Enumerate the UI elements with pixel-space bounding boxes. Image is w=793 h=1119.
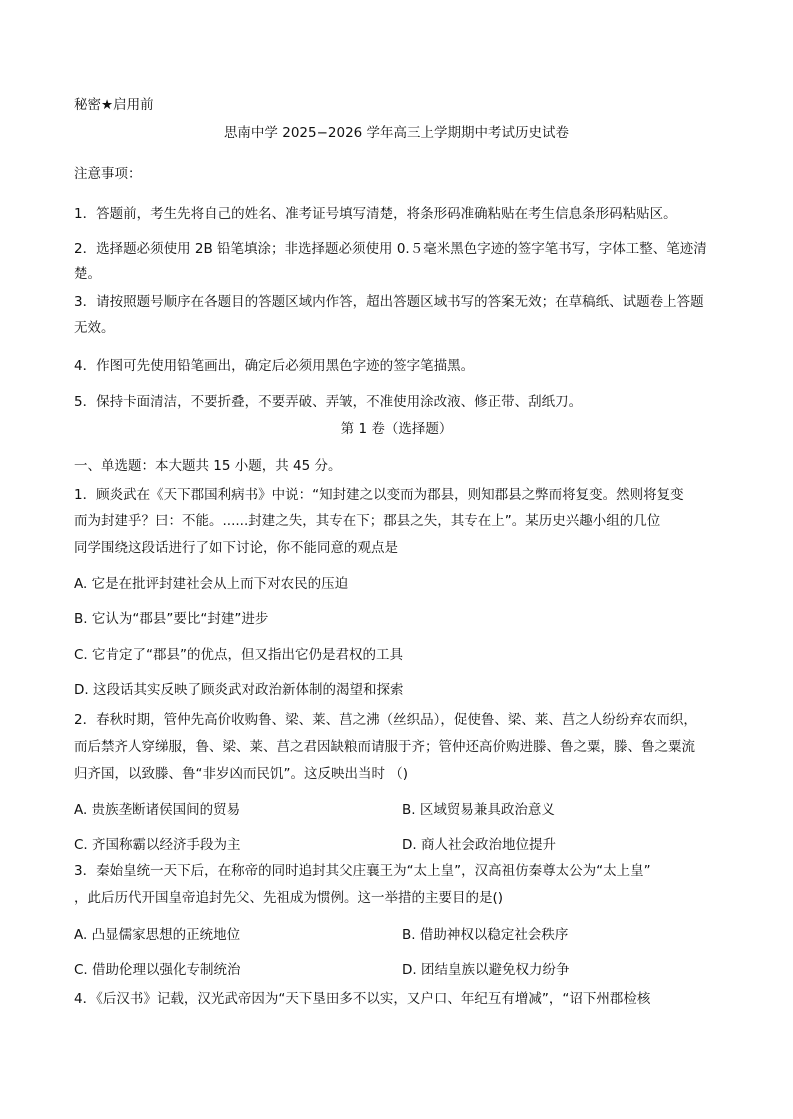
question-3-option-b: B. 借助神权以稳定社会秩序 bbox=[402, 927, 569, 943]
confidential-mark: 秘密★启用前 bbox=[74, 97, 154, 113]
question-2-option-c: C. 齐国称霸以经济手段为主 bbox=[74, 837, 241, 853]
question-1-line-3: 同学围绕这段话进行了如下讨论，你不能同意的观点是 bbox=[74, 540, 398, 556]
question-3-option-d: D. 团结皇族以避免权力纷争 bbox=[402, 962, 570, 978]
notice-item-3: 3．请按照题号顺序在各题目的答题区域内作答，超出答题区域书写的答案无效；在草稿纸、试题卷上答题 bbox=[74, 294, 704, 310]
exam-title: 思南中学 2025−2026 学年高三上学期期中考试历史试卷 bbox=[223, 125, 570, 141]
notice-item-5: 5．保持卡面清洁，不要折叠，不要弄破、弄皱，不准使用涂改液、修正带、刮纸刀。 bbox=[74, 394, 583, 410]
question-2-option-a: A. 贵族垄断诸侯国间的贸易 bbox=[74, 802, 241, 818]
question-1-option-c: C. 它肯定了“郡县”的优点，但又指出它仍是君权的工具 bbox=[74, 647, 403, 663]
question-4-line-1: 4．《后汉书》记载，汉光武帝因为“天下垦田多不以实，又户口、年纪互有增减”，“诏下州郡检核 bbox=[74, 991, 651, 1007]
notice-item-2: 2．选择题必须使用 2B 铅笔填涂；非选择题必须使用 0.５毫米黑色字迹的签字笔书写，字体工整、笔迹清 bbox=[74, 241, 707, 257]
question-3-line-1: 3．秦始皇统一天下后，在称帝的同时追封其父庄襄王为“太上皇”，汉高祖仿秦尊太公为“太上皇” bbox=[74, 863, 651, 879]
question-1-line-1: 1．顾炎武在《天下郡国利病书》中说：“知封建之以变而为郡县，则知郡县之弊而将复变。然则将复变 bbox=[74, 487, 684, 503]
notice-item-2-cont: 楚。 bbox=[74, 266, 101, 282]
notice-heading: 注意事项： bbox=[74, 166, 142, 182]
question-1-option-a: A. 它是在批评封建社会从上而下对农民的压迫 bbox=[74, 576, 349, 592]
question-3-line-2: ，此后历代开国皇帝追封先父、先祖成为惯例。这一举措的主要目的是() bbox=[74, 890, 504, 906]
volume-title: 第 1 卷（选择题） bbox=[340, 421, 453, 437]
question-3-option-c: C. 借助伦理以强化专制统治 bbox=[74, 962, 241, 978]
notice-item-4: 4．作图可先使用铅笔画出，确定后必须用黑色字迹的签字笔描黑。 bbox=[74, 358, 475, 374]
question-2-option-d: D. 商人社会政治地位提升 bbox=[402, 837, 556, 853]
question-2-line-1: 2．春秋时期，管仲先高价收购鲁、梁、莱、莒之沸（丝织品），促使鲁、梁、莱、莒之人纷纷弃农而织， bbox=[74, 712, 697, 728]
question-1-option-d: D. 这段话其实反映了顾炎武对政治新体制的渴望和探索 bbox=[74, 682, 404, 698]
question-2-line-2: 而后禁齐人穿绨服，鲁、梁、莱、莒之君因缺粮而请服于齐；管仲还高价购进滕、鲁之粟，滕、鲁之粟流 bbox=[74, 739, 695, 755]
question-2-line-3: 归齐国，以致滕、鲁“非岁凶而民饥”。这反映出当时 （) bbox=[74, 766, 409, 782]
question-1-line-2: 而为封建乎？曰：不能。......封建之失，其专在下；郡县之失，其专在上”。某历史兴趣小组的几位 bbox=[74, 513, 661, 529]
question-2-option-b: B. 区域贸易兼具政治意义 bbox=[402, 802, 555, 818]
notice-item-1: 1．答题前，考生先将自己的姓名、准考证号填写清楚，将条形码准确粘贴在考生信息条形码粘贴区。 bbox=[74, 206, 677, 222]
question-1-option-b: B. 它认为“郡县”要比“封建”进步 bbox=[74, 611, 269, 627]
notice-item-3-cont: 无效。 bbox=[74, 320, 115, 336]
question-3-option-a: A. 凸显儒家思想的正统地位 bbox=[74, 927, 241, 943]
section-title: 一、单选题：本大题共 15 小题，共 45 分。 bbox=[74, 458, 342, 474]
